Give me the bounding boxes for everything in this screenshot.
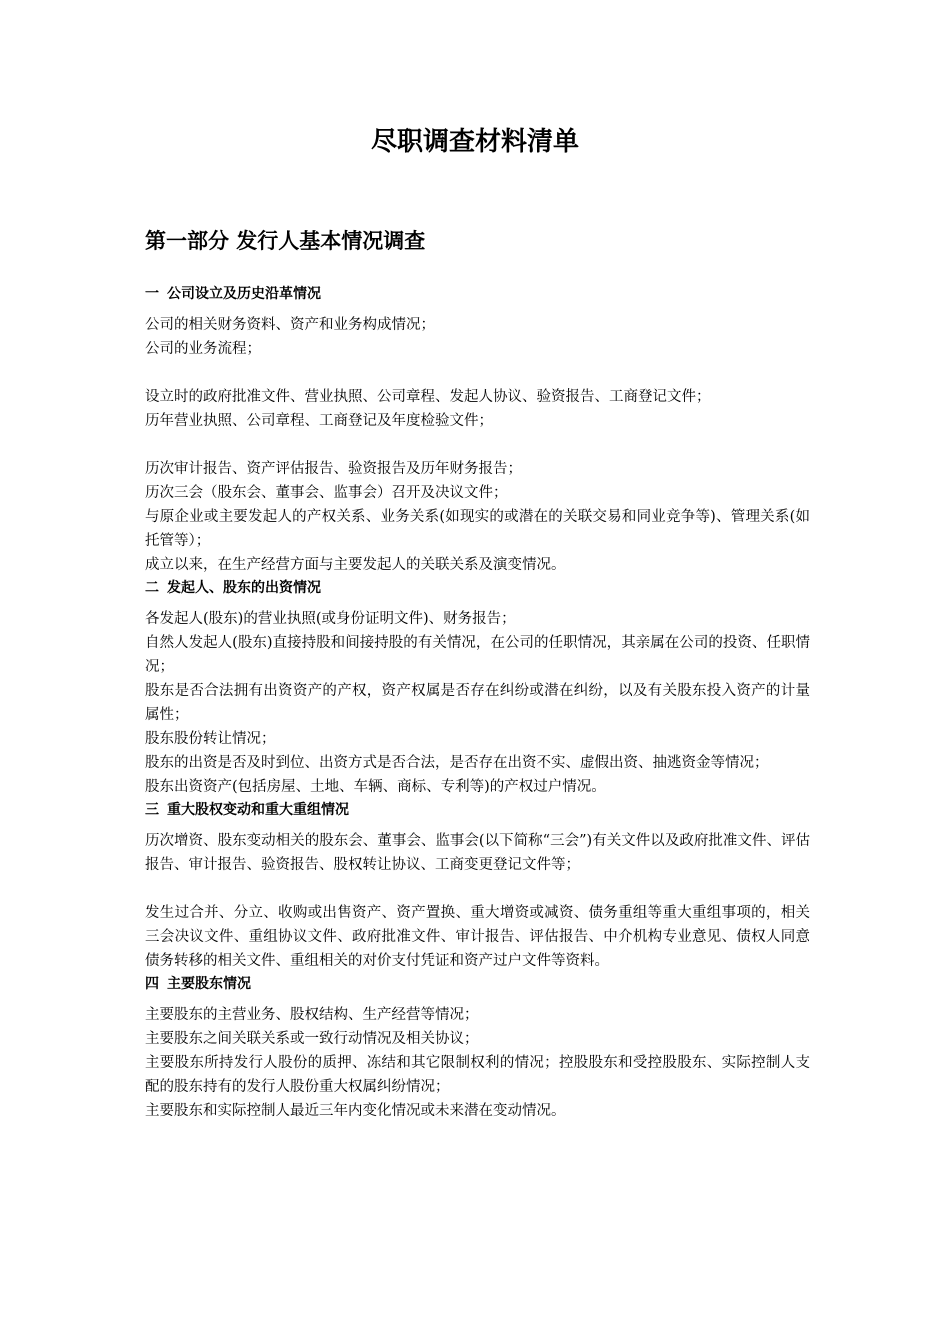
list-item: 公司的业务流程； bbox=[145, 341, 261, 357]
section-major-shareholders bbox=[145, 973, 810, 1123]
list-item: 历次增资、股东变动相关的股东会、董事会、监事会(以下简称“三会”)有关文件以及政府批准文件、评估报告、审计报告、验资报告、股权转让协议、工商变更登记文件等； bbox=[145, 833, 810, 873]
list-item: 历次审计报告、资产评估报告、验资报告及历年财务报告； bbox=[145, 461, 522, 477]
list-item: 股东是否合法拥有出资资产的产权，资产权属是否存在纠纷或潜在纠纷，以及有关股东投入资产的计量属性； bbox=[145, 683, 810, 723]
list-item: 历次三会（股东会、董事会、监事会）召开及决议文件； bbox=[145, 485, 508, 501]
list-item: 公司的相关财务资料、资产和业务构成情况； bbox=[145, 317, 435, 333]
section-heading-text: 主要股东情况 bbox=[167, 976, 251, 992]
section-number: 四 bbox=[145, 976, 159, 992]
document-body bbox=[145, 283, 810, 1123]
list-item: 股东股份转让情况； bbox=[145, 731, 276, 747]
section-heading-text: 公司设立及历史沿革情况 bbox=[167, 286, 321, 302]
list-item: 各发起人(股东)的营业执照(或身份证明文件)、财务报告； bbox=[145, 611, 516, 627]
blank-line bbox=[145, 433, 810, 457]
list-item: 设立时的政府批准文件、营业执照、公司章程、发起人协议、验资报告、工商登记文件； bbox=[145, 389, 711, 405]
section-company-history bbox=[145, 283, 810, 577]
section-number: 二 bbox=[145, 580, 159, 596]
section-heading bbox=[145, 577, 810, 599]
list-item: 主要股东所持发行人股份的质押、冻结和其它限制权利的情况；控股股东和受控股股东、实际控制人支配的股东持有的发行人股份重大权属纠纷情况； bbox=[145, 1055, 810, 1095]
list-item: 历年营业执照、公司章程、工商登记及年度检验文件； bbox=[145, 413, 493, 429]
section-equity-restructuring bbox=[145, 799, 810, 973]
section-heading bbox=[145, 283, 810, 305]
list-item: 股东的出资是否及时到位、出资方式是否合法，是否存在出资不实、虚假出资、抽逃资金等情况； bbox=[145, 755, 769, 771]
list-item: 股东出资资产(包括房屋、土地、车辆、商标、专利等)的产权过户情况。 bbox=[145, 779, 606, 795]
blank-line bbox=[145, 361, 810, 385]
section-number: 三 bbox=[145, 802, 159, 818]
list-item: 主要股东之间关联关系或一致行动情况及相关协议； bbox=[145, 1031, 479, 1047]
section-heading bbox=[145, 799, 810, 821]
section-number: 一 bbox=[145, 286, 159, 302]
section-heading-text: 发起人、股东的出资情况 bbox=[167, 580, 321, 596]
list-item: 自然人发起人(股东)直接持股和间接持股的有关情况，在公司的任职情况，其亲属在公司的投资、任职情况； bbox=[145, 635, 810, 675]
section-heading bbox=[145, 973, 810, 995]
list-item: 成立以来，在生产经营方面与主要发起人的关联关系及演变情况。 bbox=[145, 557, 566, 573]
list-item: 主要股东和实际控制人最近三年内变化情况或未来潜在变动情况。 bbox=[145, 1103, 566, 1119]
blank-line bbox=[145, 877, 810, 901]
section-heading-text: 重大股权变动和重大重组情况 bbox=[167, 802, 349, 818]
list-item: 发生过合并、分立、收购或出售资产、资产置换、重大增资或减资、债务重组等重大重组事项的，相关三会决议文件、重组协议文件、政府批准文件、审计报告、评估报告、中介机构专业意见、债权人同意债务转移的相关文件、重组相关的对价支付凭证和资产过户文件等资料。 bbox=[145, 905, 810, 969]
list-item: 与原企业或主要发起人的产权关系、业务关系(如现实的或潜在的关联交易和同业竞争等)、管理关系(如托管等）； bbox=[145, 509, 810, 549]
section-shareholder-contribution bbox=[145, 577, 810, 799]
document-title: 尽职调查材料清单 bbox=[370, 127, 579, 157]
list-item: 主要股东的主营业务、股权结构、生产经营等情况； bbox=[145, 1007, 479, 1023]
part-title: 第一部分 发行人基本情况调查 bbox=[145, 229, 426, 253]
